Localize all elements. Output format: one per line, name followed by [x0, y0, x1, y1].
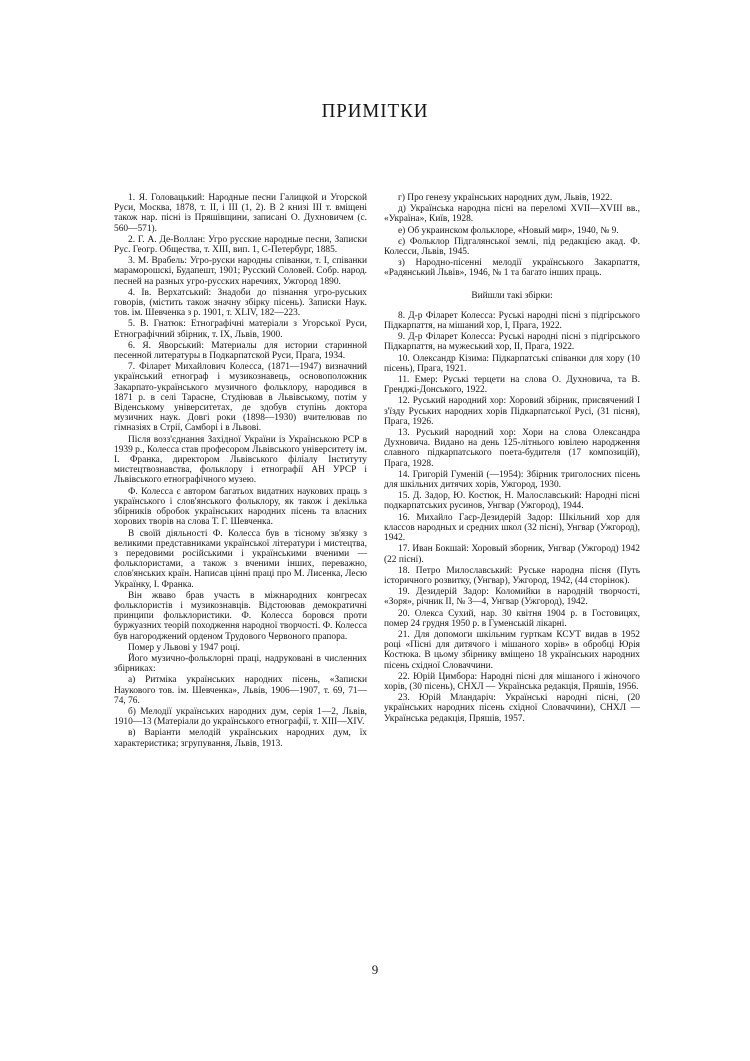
note-paragraph: 8. Д-р Філарет Колесса: Руські народні пісні з підгірського Підкарпаття, на мішаний хор, І, Прага, 1922.	[384, 310, 640, 332]
page-title: ПРИМІТКИ	[321, 100, 429, 122]
note-paragraph: 4. Ів. Верхатський: Знадоби до пізнання угро-руських говорів, (містить також значну збірку пісень). Записки Наук. тов. ім. Шевченка з р. 1901, т. XLIV, 182—223.	[114, 287, 367, 319]
note-paragraph: Він жваво брав участь в міжнародних конгресах фольклористів і музикознавців. Відстоював демократичні принципи фольклористики. Ф. Колесса боровся проти буржуазних теорій походження народної творчості. Ф. Колесса був нагороджений орденом Трудового Червоного прапора.	[114, 590, 367, 642]
note-paragraph: 2. Г. А. Де-Воллан: Угро русские народные песни, Записки Рус. Геогр. Общества, т. XIII, вип. 1, С-Петербург, 1885.	[114, 234, 367, 256]
note-paragraph: д) Українська народна пісні на переломі XVII—XVIII вв., «Україна», Київ, 1928.	[384, 204, 640, 225]
note-paragraph: е) Об украинском фольклоре, «Новый мир», 1940, № 9.	[398, 225, 619, 236]
note-paragraph: 1. Я. Головацький: Народные песни Галицкой и Угорской Руси, Москва, 1878, т. ІІ, і ІІІ (1, 2). В 2 книзі ІІІ т. вміщені також нар. пісні із Пряшівщини, записані О. Духновичем (с. 560—571).	[114, 193, 367, 234]
note-paragraph: б) Мелодії українських народних дум, серія 1—2, Львів, 1910—13 (Матеріали до українського етнографії, т. XIII—XIV.	[114, 706, 367, 728]
note-paragraph: 6. Я. Яворський: Материалы для истории старинной песенной литературы в Подкарпатской Руси, Прага, 1934.	[114, 340, 367, 362]
note-paragraph: Помер у Львові у 1947 році.	[128, 642, 240, 653]
note-paragraph: Ф. Колесса є автором багатьох видатних наукових праць з українського і слов'янського фольклору, як також і декілька збірників обробок українських народних пісень та власних хорових творів на слова Т. Г. Шевченка.	[114, 486, 367, 528]
note-paragraph: 13. Руський народний хор: Хори на слова Олександра Духновича. Видано на день 125-літнього ювілею народження славного підкарпатського поета-будителя (17 композицій), Прага, 1928.	[384, 428, 640, 469]
note-paragraph: 20. Олекса Сухий, нар. 30 квітня 1904 р. в Гостовицях, помер 24 грудня 1950 р. в Гуменській лікарні.	[384, 608, 640, 629]
note-paragraph: 5. В. Гнатюк: Етнографічні матеріали з Угорської Руси, Етнографічний збірник, т. IX, Львів, 1900.	[114, 319, 367, 340]
right-column-bottom	[384, 311, 640, 724]
note-paragraph: з) Народно-пісенні мелодії українського Закарпаття, «Радянський Львів», 1946, № 1 та багато інших праць.	[384, 258, 640, 279]
note-paragraph: 9. Д-р Філарет Колесса: Руські народні пісні з підгірського Підкарпаття, на мужеський хор, ІІ, Прага, 1922.	[384, 332, 640, 353]
right-column	[384, 193, 640, 725]
note-paragraph: Після возз'єднання Західної України із Українською РСР в 1939 р., Колесса став професором Львівського університету ім. І. Франка, директором Львівського філіалу Інституту мистецтвознавства, фольклору і етнографії АН УРСР і Львівського етнографічного музею.	[114, 434, 367, 486]
note-paragraph: 10. Олександр Кізима: Підкарпатські співанки для хору (10 пісень), Прага, 1921.	[384, 353, 640, 374]
section-subheading: Вийшли такі збірки:	[471, 290, 553, 301]
note-paragraph: г) Про генезу українських народних дум, Львів, 1922.	[398, 193, 613, 203]
note-paragraph: 12. Руський народний хор: Хоровий збірник, присвячений І з'їзду Руських народних хорів Підкарпатської Русі, (31 пісня), Прага, 1926.	[384, 396, 640, 427]
note-paragraph: а) Ритміка українських народних пісень, «Записки Наукового тов. ім. Шевченка», Львів, 1906—1907, т. 69, 71—74, 76.	[114, 675, 367, 706]
note-paragraph: 7. Філарет Михайлович Колесса, (1871—1947) визначний український етнограф і музикознавець, основоположник Закарпато-українського музичного фольклору, народився в 1871 р. в селі Тарасне, Студіював в Львівському, потім у Віденському університетах, де здобув ступінь доктора музичних наук. Довгі роки (1898—1930) вчителював по гімназіях в Стрії, Самборі і в Львові.	[114, 362, 367, 434]
note-paragraph: 19. Дезидерій Задор: Коломийки в народній творчості, «Зоря», річник ІІ, № 3—4, Унгвар (Ужгород), 1942.	[384, 587, 640, 608]
note-paragraph: є) Фольклор Підгалянської землі, під редакцією акад. Ф. Колесси, Львів, 1945.	[384, 236, 640, 258]
note-paragraph: 14. Григорій Гуменій (—1954): Збірник триголосних пісень для шкільних дитячих хорів, Ужгород, 1930.	[384, 469, 640, 491]
note-paragraph: 18. Петро Милославський: Руськe народна пісня (Путь історичного розвитку, (Унгвар), Ужгород, 1942, (44 сторінок).	[384, 565, 640, 586]
note-paragraph: 15. Д. Задор, Ю. Костюк, Н. Малославський: Народні пісні подкарпатських русинов, Унгвар (Ужгород), 1944.	[384, 491, 640, 512]
note-paragraph: 23. Юрій Мландаріч: Українські народні пісні, (20 українських народних пісень східної Словаччини), СНХЛ — Українська редакція, Пряшів, 1957.	[384, 693, 640, 724]
note-paragraph: В своїй діяльності Ф. Колесса був в тісному зв'язку з великими представниками української літератури і мистецтва, з передовими російськими і українськими вченими — фольклористами, а також з вченими інших, переважно, слов'янських країн. Написав цінні праці про М. Лисенка, Лесю Українку, І. Франка.	[114, 528, 367, 590]
right-column-top	[384, 193, 640, 279]
note-paragraph: в) Варіанти мелодій українських народних дум, їх характеристика; згрупування, Львів, 1913.	[114, 728, 367, 749]
note-paragraph: 17. Иван Бокшай: Хоровый зборник, Унгвар (Ужгород) 1942 (22 пісні).	[384, 544, 640, 565]
note-paragraph: 21. Для допомоги шкільним гурткам КСУТ видав в 1952 році «Пісні для дитячого і мішаного хорів» в обробці Юрія Костюка. В цьому збірнику вміщено 18 українських народних пісень східної Словаччини.	[384, 629, 640, 671]
note-paragraph: 16. Михайло Гаєр-Дезидерій Задор: Шкільний хор для классов народных и средних школ (32 пісні), Унгвар (Ужгород), 1942.	[384, 512, 640, 544]
left-column	[114, 193, 367, 750]
page-number: 9	[371, 962, 379, 977]
note-paragraph: 22. Юрій Цимбора: Народні пісні для мішаного і жіночого хорів, (30 пісень), СНХЛ — Українська редакція, Пряшів, 1956.	[384, 671, 640, 692]
note-paragraph: 3. М. Врабель: Угро-руски народны співанки, т. І, співанки мараморошскі, Будапешт, 1901; Русский Соловей. Собр. народ. песней на разных угро-русских наречиях, Ужгород 1890.	[114, 256, 367, 287]
note-paragraph: Його музично-фольклорні праці, надруковані в численних збірниках:	[114, 653, 367, 675]
note-paragraph: 11. Емер: Руські терцети на слова О. Духновича, та В. Гренджі-Донського, 1922.	[384, 375, 640, 396]
